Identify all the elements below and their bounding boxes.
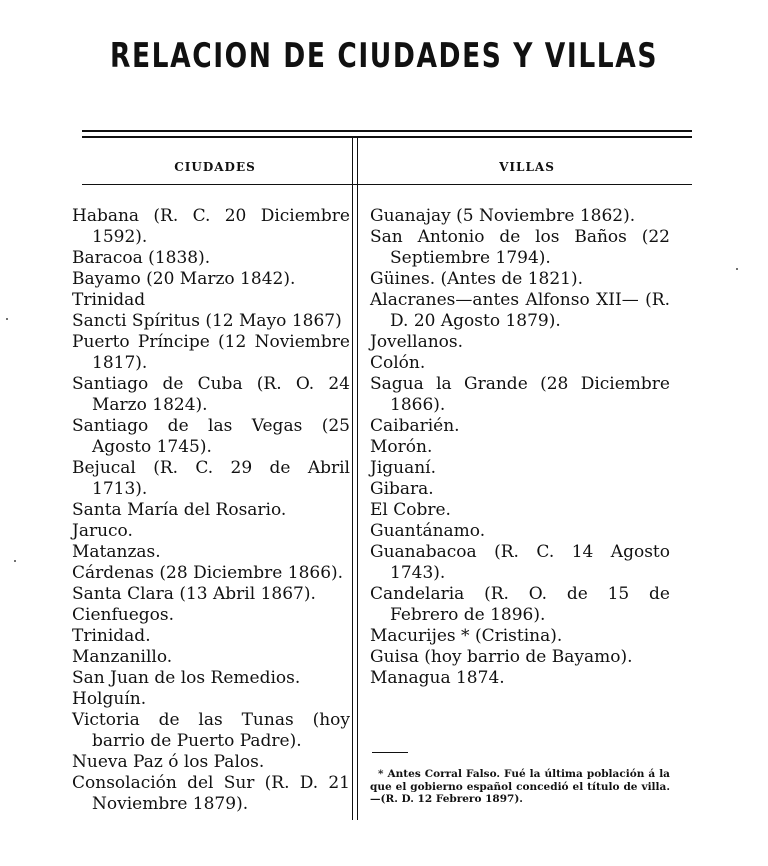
list-item: San Juan de los Remedios.: [72, 668, 301, 688]
list-item: Trinidad.: [72, 626, 151, 646]
list-item: Caibarién.: [370, 416, 460, 436]
print-speck: [736, 268, 738, 270]
list-item: Consolación del Sur (R. D. 21 Noviembre 1879).: [72, 773, 350, 814]
list-item: Colón.: [370, 353, 426, 373]
list-item: Guanajay (5 Noviembre 1862).: [370, 206, 636, 226]
list-item: Santiago de las Vegas (25 Agosto 1745).: [72, 416, 350, 457]
list-item: Nueva Paz ó los Palos.: [72, 752, 265, 772]
list-item: Habana (R. C. 20 Diciembre 1592).: [72, 206, 350, 247]
list-item: San Antonio de los Baños (22 Septiembre 1794).: [370, 227, 670, 268]
list-item: Jaruco.: [72, 521, 133, 541]
list-item: Jiguaní.: [370, 458, 437, 478]
list-item: Holguín.: [72, 689, 147, 709]
list-item: Guisa (hoy barrio de Bayamo).: [370, 647, 633, 667]
print-speck: [14, 560, 16, 562]
list-item: Matanzas.: [72, 542, 161, 562]
list-item: Bejucal (R. C. 29 de Abril 1713).: [72, 458, 350, 499]
list-item: Alacranes—antes Alfonso XII— (R. D. 20 Agosto 1879).: [370, 290, 670, 331]
list-item: Victoria de las Tunas (hoy barrio de Puerto Padre).: [72, 710, 350, 751]
list-item: Macurijes * (Cristina).: [370, 626, 563, 646]
ciudades-list: [72, 206, 350, 815]
footnote: * Antes Corral Falso. Fué la última población á la que el gobierno español concedió el título de villa.—(R. D. 12 Febrero 1897).: [370, 768, 670, 805]
list-item: Trinidad: [72, 290, 146, 310]
print-speck: [6, 318, 8, 320]
list-item: Morón.: [370, 437, 433, 457]
list-item: Sagua la Grande (28 Diciembre 1866).: [370, 374, 670, 415]
list-item: Guantánamo.: [370, 521, 486, 541]
list-item: Candelaria (R. O. de 15 de Febrero de 1896).: [370, 584, 670, 625]
list-item: Cárdenas (28 Diciembre 1866).: [72, 563, 344, 583]
list-item: Santa María del Rosario.: [72, 500, 287, 520]
list-item: Manzanillo.: [72, 647, 173, 667]
column-header-ciudades: CIUDADES: [174, 160, 256, 174]
list-item: Jovellanos.: [370, 332, 464, 352]
header-rule-top: [82, 130, 692, 132]
list-item: Baracoa (1838).: [72, 248, 211, 268]
footnote-rule: [372, 752, 408, 753]
list-item: Güines. (Antes de 1821).: [370, 269, 584, 289]
header-rule-bottom: [82, 136, 692, 138]
list-item: Puerto Príncipe (12 Noviembre 1817).: [72, 332, 350, 373]
column-header-rule: [82, 184, 692, 185]
list-item: Cienfuegos.: [72, 605, 174, 625]
list-item: Managua 1874.: [370, 668, 505, 688]
list-item: Sancti Spíritus (12 Mayo 1867): [72, 311, 342, 331]
list-item: Bayamo (20 Marzo 1842).: [72, 269, 296, 289]
column-header-villas: VILLAS: [499, 160, 555, 174]
villas-list: [370, 206, 670, 689]
list-item: El Cobre.: [370, 500, 451, 520]
column-separator-left: [352, 137, 353, 820]
list-item: Santiago de Cuba (R. O. 24 Marzo 1824).: [72, 374, 350, 415]
page-title: RELACION DE CIUDADES Y VILLAS: [110, 36, 658, 76]
list-item: Guanabacoa (R. C. 14 Agosto 1743).: [370, 542, 670, 583]
column-separator-right: [357, 137, 358, 820]
list-item: Gibara.: [370, 479, 434, 499]
list-item: Santa Clara (13 Abril 1867).: [72, 584, 316, 604]
